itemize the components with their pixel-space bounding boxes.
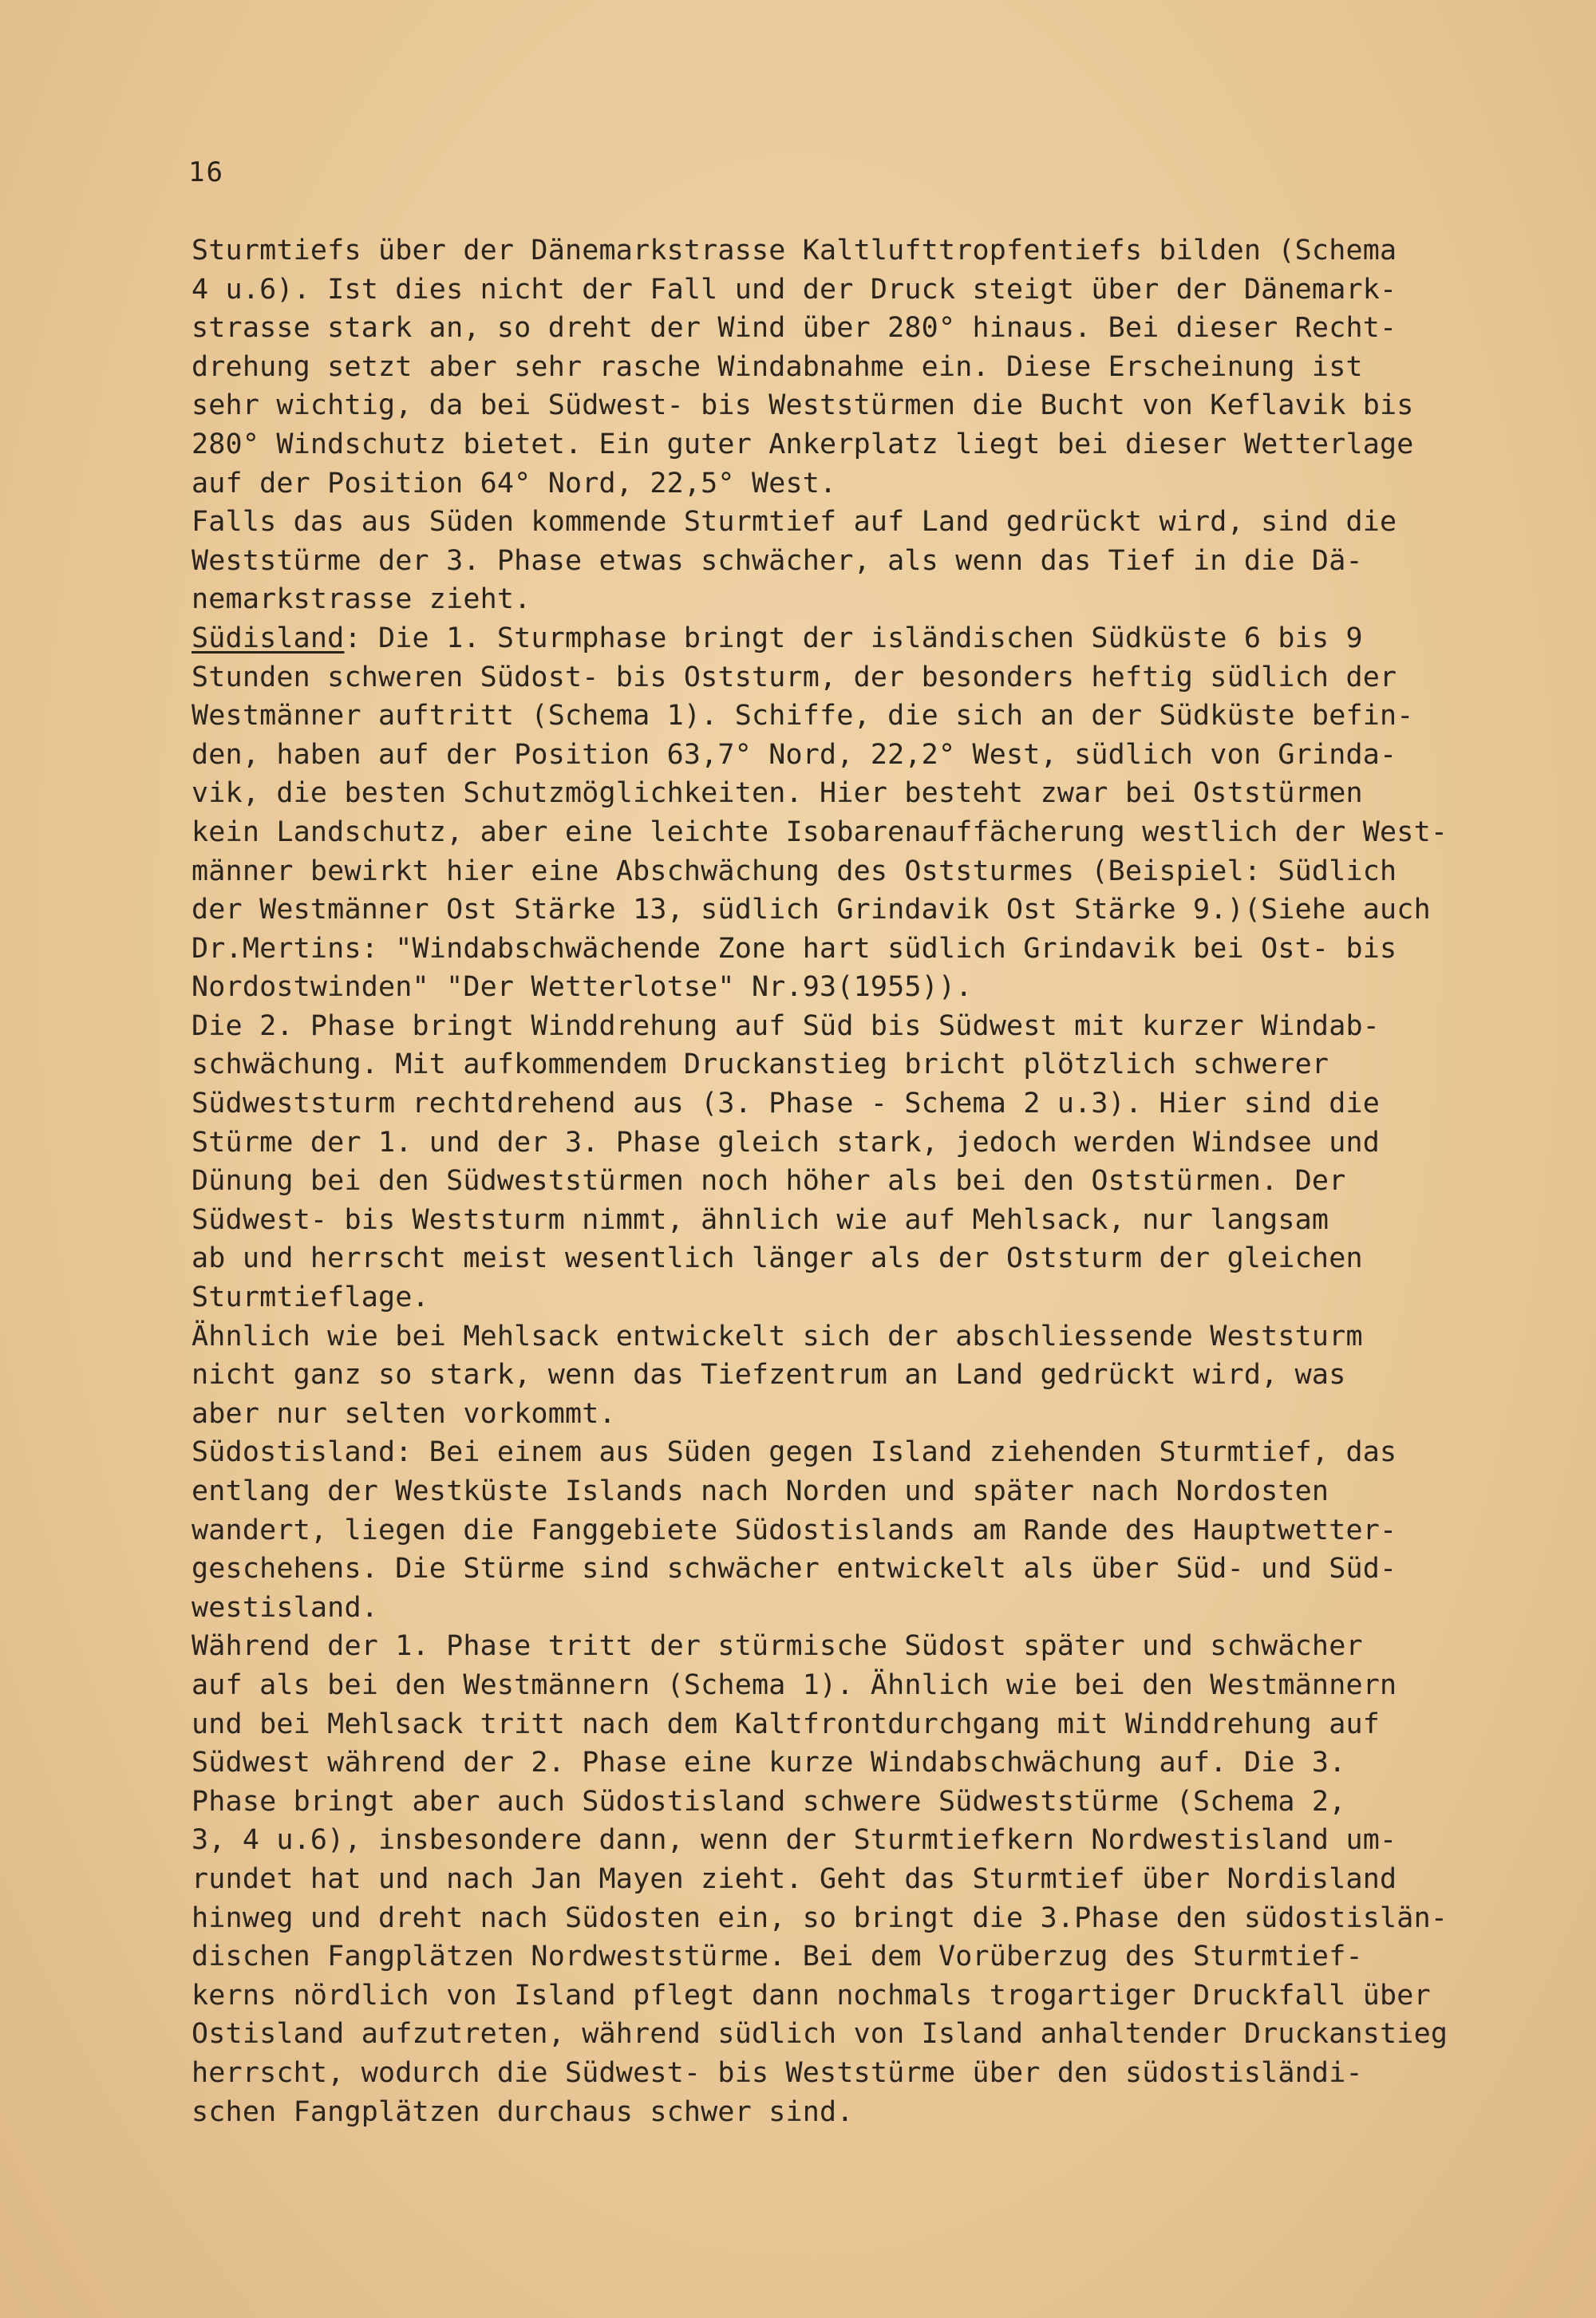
page-number: 16 (188, 156, 224, 188)
text-line: auf der Position 64° Nord, 22,5° West. (192, 467, 837, 500)
text-line: kerns nördlich von Island pflegt dann nochmals trogartiger Druckfall über (192, 1979, 1431, 2012)
text-line: vik, die besten Schutzmöglichkeiten. Hier besteht zwar bei Oststürmen (192, 777, 1363, 810)
text-line: Südisland: Die 1. Sturmphase bringt der isländischen Südküste 6 bis 9 (192, 622, 1363, 654)
text-line: dischen Fangplätzen Nordweststürme. Bei dem Vorüberzug des Sturmtief- (192, 1941, 1363, 1973)
text-line: der Westmänner Ost Stärke 13, südlich Grindavik Ost Stärke 9.)(Siehe auch (192, 894, 1431, 926)
text-line: den, haben auf der Position 63,7° Nord, 22,2° West, südlich von Grinda- (192, 738, 1397, 771)
text-line: auf als bei den Westmännern (Schema 1). Ähnlich wie bei den Westmännern (192, 1668, 1397, 1701)
text-line: entlang der Westküste Islands nach Norden und später nach Nordosten (192, 1475, 1329, 1507)
text-line: Phase bringt aber auch Südostisland schwere Südweststürme (Schema 2, (192, 1785, 1346, 1818)
section-heading-suedisland: Südisland (192, 622, 345, 654)
text-line: Sturmtieflage. (192, 1281, 429, 1314)
text-line: männer bewirkt hier eine Abschwächung des Oststurmes (Beispiel: Südlich (192, 855, 1397, 887)
text-line: Falls das aus Süden kommende Sturmtief auf Land gedrückt wird, sind die (192, 506, 1397, 539)
text-line: herrscht, wodurch die Südwest- bis Weststürme über den südostisländi- (192, 2056, 1363, 2089)
text-line: geschehens. Die Stürme sind schwächer entwickelt als über Süd- und Süd- (192, 1553, 1397, 1585)
text-line: und bei Mehlsack tritt nach dem Kaltfrontdurchgang mit Winddrehung auf (192, 1708, 1381, 1740)
text-line: Südwest während der 2. Phase eine kurze Windabschwächung auf. Die 3. (192, 1747, 1346, 1779)
text-line: wandert, liegen die Fanggebiete Südostislands am Rande des Hauptwetter- (192, 1514, 1397, 1546)
text-line: Ostisland aufzutreten, während südlich von Island anhaltender Druckanstieg (192, 2018, 1448, 2051)
text-line: schen Fangplätzen durchaus schwer sind. (192, 2095, 854, 2128)
text-line: aber nur selten vorkommt. (192, 1397, 616, 1430)
text-line: westisland. (192, 1591, 378, 1624)
text-line: 4 u.6). Ist dies nicht der Fall und der Druck steigt über der Dänemark- (192, 273, 1397, 306)
body-text (192, 231, 1484, 2131)
text-line: nemarkstrasse zieht. (192, 583, 531, 616)
text-line: nicht ganz so stark, wenn das Tiefzentrum an Land gedrückt wird, was (192, 1359, 1346, 1392)
text-line: Südweststurm rechtdrehend aus (3. Phase - Schema 2 u.3). Hier sind die (192, 1088, 1381, 1120)
text-line: Dr.Mertins: "Windabschwächende Zone hart südlich Grindavik bei Ost- bis (192, 932, 1397, 965)
text-line: Stürme der 1. und der 3. Phase gleich stark, jedoch werden Windsee und (192, 1126, 1381, 1159)
text-line: Nordostwinden" "Der Wetterlotse" Nr.93(1955)). (192, 971, 973, 1004)
text-line: 280° Windschutz bietet. Ein guter Ankerplatz liegt bei dieser Wetterlage (192, 428, 1414, 460)
text-line: Während der 1. Phase tritt der stürmische Südost später und schwächer (192, 1630, 1363, 1663)
text-line: schwächung. Mit aufkommendem Druckanstieg bricht plötzlich schwerer (192, 1048, 1329, 1081)
text-line: Westmänner auftritt (Schema 1). Schiffe, die sich an der Südküste befin- (192, 700, 1414, 733)
text-line: rundet hat und nach Jan Mayen zieht. Geht das Sturmtief über Nordisland (192, 1862, 1397, 1895)
text-line: strasse stark an, so dreht der Wind über 280° hinaus. Bei dieser Recht- (192, 312, 1397, 345)
text-line: Südostisland: Bei einem aus Süden gegen Island ziehenden Sturmtief, das (192, 1436, 1397, 1469)
text-line: Dünung bei den Südweststürmen noch höher als bei den Oststürmen. Der (192, 1165, 1346, 1198)
text-line: Sturmtiefs über der Dänemarkstrasse Kaltlufttropfentiefs bilden (Schema (192, 235, 1397, 267)
text-line: drehung setzt aber sehr rasche Windabnahme ein. Diese Erscheinung ist (192, 350, 1363, 383)
text-line: Die 2. Phase bringt Winddrehung auf Süd bis Südwest mit kurzer Windab- (192, 1009, 1381, 1042)
text-line: 3, 4 u.6), insbesondere dann, wenn der Sturmtiefkern Nordwestisland um- (192, 1824, 1397, 1857)
text-line: Stunden schweren Südost- bis Oststurm, der besonders heftig südlich der (192, 661, 1397, 693)
text-line: Südwest- bis Weststurm nimmt, ähnlich wie auf Mehlsack, nur langsam (192, 1203, 1329, 1236)
text-line: ab und herrscht meist wesentlich länger als der Oststurm der gleichen (192, 1242, 1363, 1275)
text-line: sehr wichtig, da bei Südwest- bis Weststürmen die Bucht von Keflavik bis (192, 389, 1414, 422)
text-line: kein Landschutz, aber eine leichte Isobarenauffächerung westlich der West- (192, 815, 1448, 848)
text-line: hinweg und dreht nach Südosten ein, so bringt die 3.Phase den südostislän- (192, 1901, 1448, 1934)
text-line: Ähnlich wie bei Mehlsack entwickelt sich der abschliessende Weststurm (192, 1320, 1363, 1352)
text-line: Weststürme der 3. Phase etwas schwächer, als wenn das Tief in die Dä- (192, 544, 1363, 577)
